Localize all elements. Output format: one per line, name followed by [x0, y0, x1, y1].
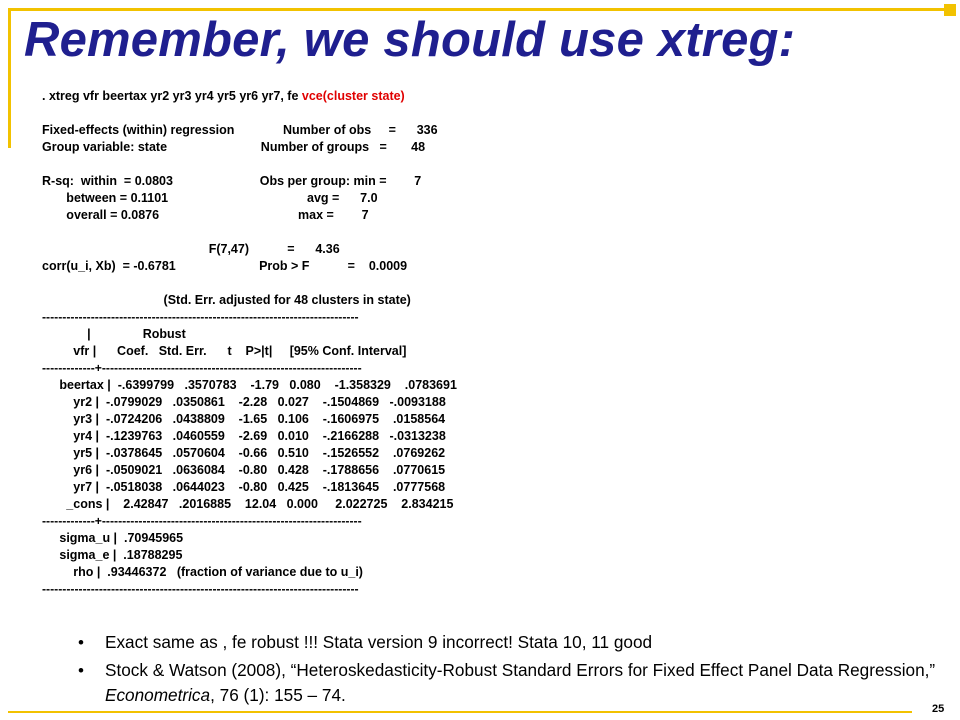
corner-accent-square: [944, 4, 956, 16]
journal-name: Econometrica: [105, 685, 211, 705]
output-line: vfr | Coef. Std. Err. t P>|t| [95% Conf. Interval]: [42, 344, 407, 358]
command-text: . xtreg vfr beertax yr2 yr3 yr4 yr5 yr6 yr7, fe: [42, 89, 302, 103]
left-accent-rule: [8, 8, 11, 148]
output-line: [42, 105, 602, 122]
output-line: R-sq: within = 0.0803 Obs per group: min = 7: [42, 174, 422, 188]
command-cluster-option: vce(cluster state): [301, 89, 405, 103]
output-line: beertax | -.6399799 .3570783 -1.79 0.080 -1.358329 .0783691: [42, 378, 457, 392]
slide-title: Remember, we should use xtreg:: [24, 13, 796, 67]
output-line: sigma_u | .70945965: [42, 531, 184, 545]
top-accent-rule: [8, 8, 950, 11]
output-line: yr4 | -.1239763 .0460559 -2.69 0.010 -.2166288 -.0313238: [42, 429, 446, 443]
output-line: [42, 224, 602, 241]
output-line: corr(u_i, Xb) = -0.6781 Prob > F = 0.0009: [42, 259, 408, 273]
output-line: yr6 | -.0509021 .0636084 -0.80 0.428 -.1788656 .0770615: [42, 463, 446, 477]
output-line: ------------------------------------------------------------------------------: [42, 582, 359, 596]
output-line: Fixed-effects (within) regression Number of obs = 336: [42, 123, 438, 137]
regression-output-lines: [42, 105, 602, 598]
output-line: rho | .93446372 (fraction of variance due to u_i): [42, 565, 363, 579]
bottom-accent-rule: [8, 711, 912, 713]
output-line: yr3 | -.0724206 .0438809 -1.65 0.106 -.1606975 .0158564: [42, 412, 446, 426]
output-line: (Std. Err. adjusted for 48 clusters in state): [42, 293, 411, 307]
output-line: -------------+----------------------------------------------------------------: [42, 361, 362, 375]
output-line: Group variable: state Number of groups = 48: [42, 140, 426, 154]
bullet-item: [78, 658, 938, 708]
output-line: yr7 | -.0518038 .0644023 -0.80 0.425 -.1813645 .0777568: [42, 480, 446, 494]
output-line: yr5 | -.0378645 .0570604 -0.66 0.510 -.1526552 .0769262: [42, 446, 446, 460]
output-line: -------------+----------------------------------------------------------------: [42, 514, 362, 528]
command-line: [42, 88, 602, 105]
bullet-text: Stock & Watson (2008), “Heteroskedasticity-Robust Standard Errors for Fixed Effect Panel Data Regression,”: [105, 660, 936, 680]
output-line: yr2 | -.0799029 .0350861 -2.28 0.027 -.1504869 -.0093188: [42, 395, 446, 409]
output-line: | Robust: [42, 327, 186, 341]
bullet-text: Exact same as , fe robust !!! Stata version 9 incorrect! Stata 10, 11 good: [105, 632, 653, 652]
page-number: 25: [932, 703, 945, 715]
bullet-item: [78, 630, 938, 655]
bullet-list: [78, 630, 938, 708]
stata-output: [42, 88, 602, 598]
output-line: [42, 275, 602, 292]
output-line: overall = 0.0876 max = 7: [42, 208, 369, 222]
output-line: between = 0.1101 avg = 7.0: [42, 191, 378, 205]
output-line: F(7,47) = 4.36: [42, 242, 340, 256]
output-line: _cons | 2.42847 .2016885 12.04 0.000 2.022725 2.834215: [42, 497, 454, 511]
output-line: sigma_e | .18788295: [42, 548, 183, 562]
bullet-text: , 76 (1): 155 – 74.: [210, 685, 346, 705]
output-line: [42, 156, 602, 173]
output-line: ------------------------------------------------------------------------------: [42, 310, 359, 324]
